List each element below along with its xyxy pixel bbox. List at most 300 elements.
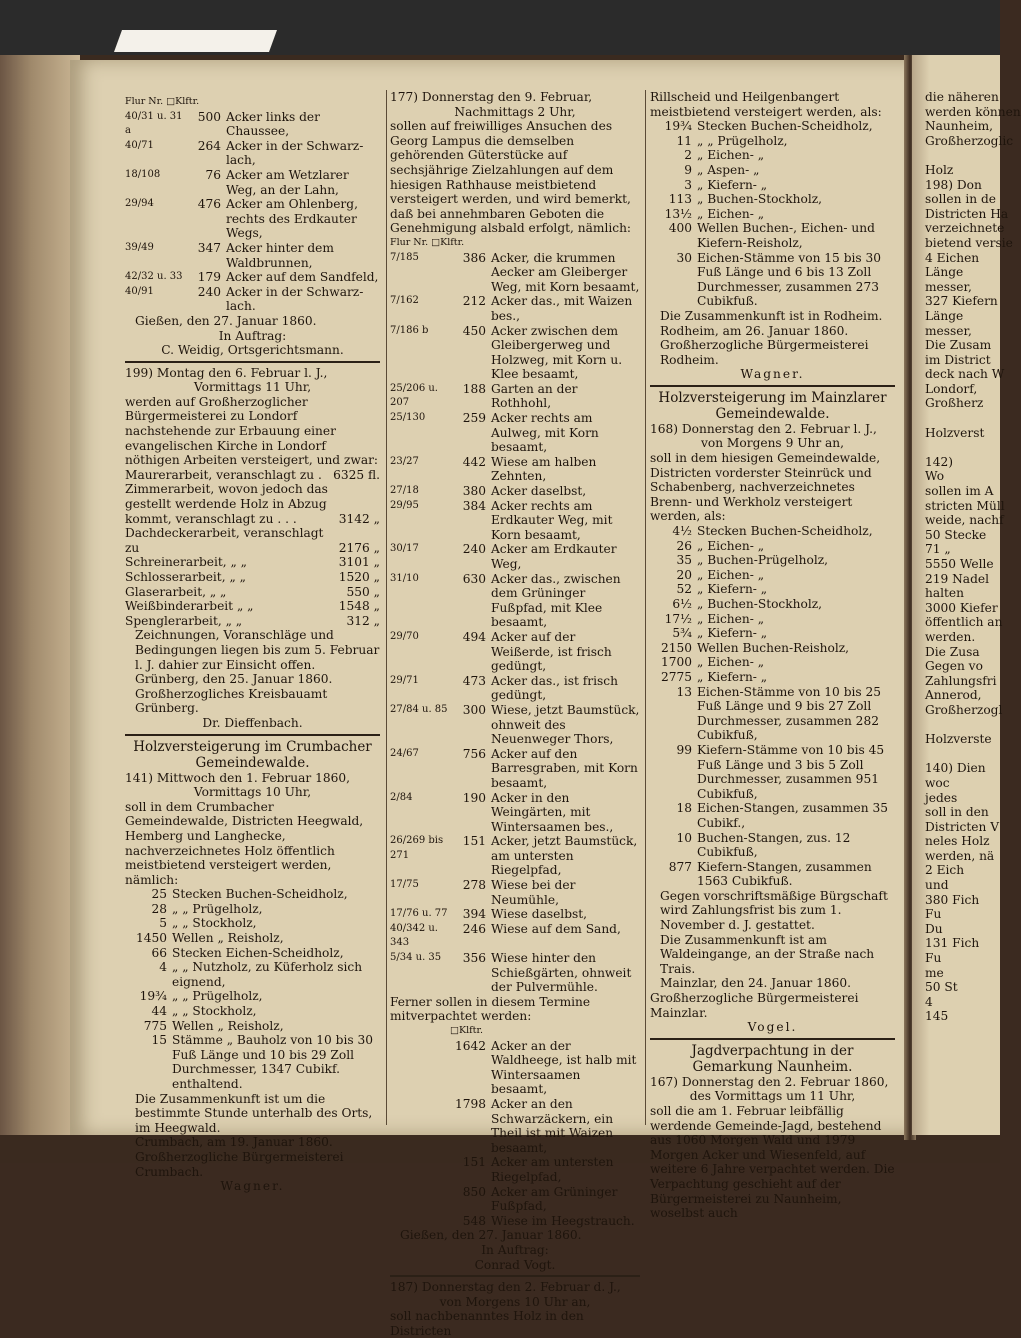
quantity: 548 (462, 1213, 486, 1228)
text-line: sollen in de (925, 192, 996, 207)
item-text: Maurerarbeit, veranschlagt zu . (125, 467, 322, 482)
item-text: Acker, jetzt Baumstück, am untersten Riegelpfad, (491, 834, 638, 878)
quantity: 179 (197, 270, 221, 285)
item-text: „ Kiefern- „ (697, 669, 768, 684)
quantity: 11 (676, 133, 692, 148)
signature: C. Weidig, Ortsgerichtsmann. (161, 343, 344, 358)
quantity: 25 (151, 887, 167, 902)
notice-body: soll die am 1. Februar leibfällig werdende Gemeinde-Jagd, bestehend aus 1060 Morgen Wald und 1979 Morgen Acker und Wiesenfeld, auf weitere 6 Jahre verpachtet werden. Die Verpachtung geschieht auf der Bürgermeisterei zu Naunheim, woselbst auch (650, 1104, 895, 1221)
quantity: 240 (462, 542, 486, 557)
list-item (125, 916, 380, 931)
text-line: 140) Dien (925, 761, 986, 776)
quantity: 10 (676, 830, 692, 845)
item-text: „ „ Stockholz, (172, 1004, 257, 1019)
quantity: 473 (462, 673, 486, 688)
item-text: „ „ Prügelholz, (172, 989, 263, 1004)
notice-body: Zeichnungen, Voranschläge und Bedingungen liegen bis zum 5. Februar l. J. dahier zur Einsicht offen. (135, 628, 380, 672)
list-item (390, 674, 640, 703)
item-text: Acker hinter dem Waldbrunnen, (226, 240, 334, 270)
list-item (650, 148, 895, 163)
notice-heading: 187) Donnerstag den 2. Februar d. J., (390, 1280, 621, 1295)
text-line: verzeichnete (925, 221, 1005, 236)
list-item (390, 1155, 640, 1184)
text-line: 4 (925, 994, 933, 1009)
notice-body: Rillscheid und Heilgenbangert meistbietend versteigert werden, als: (650, 90, 882, 119)
list-item (125, 139, 380, 168)
item-text: Acker in der Schwarz-lach, (226, 138, 364, 168)
list-item (390, 324, 640, 382)
item-text: Wiese auf dem Sand, (491, 921, 621, 936)
text-line: 3000 Kiefer (925, 600, 998, 615)
item-text: Wiese im Heegstrauch. (491, 1213, 635, 1228)
text-line: Districten Ha (925, 206, 1009, 221)
text-line: 4 Eichen (925, 250, 980, 265)
item-text: Acker das., ist frisch gedüngt, (491, 673, 618, 703)
list-item (650, 801, 895, 830)
item-text: Acker am Ohlenberg, rechts des Erdkauter Wegs, (226, 197, 358, 241)
quantity: 384 (462, 498, 486, 513)
list-item (650, 134, 895, 149)
list-item (650, 251, 895, 309)
list-item (390, 294, 640, 323)
paper-strip (114, 30, 277, 52)
column-divider (386, 90, 387, 1125)
list-item (390, 1097, 640, 1155)
item-text: „ Kiefern- „ (697, 177, 768, 192)
text-line: 50 St (925, 980, 958, 995)
text-line (925, 411, 1000, 426)
parcel-number: 2/84 (390, 791, 413, 803)
quantity: 113 (668, 192, 692, 207)
quantity: 240 (197, 284, 221, 299)
item-text: Acker in der Schwarz-lach. (226, 284, 364, 314)
notice-time: des Vormittags um 11 Uhr, (689, 1089, 856, 1104)
signature: Wagner. (740, 367, 805, 382)
parcel-number: 23/27 (390, 455, 419, 467)
text-line: werden, nä (925, 848, 995, 863)
quantity: 212 (462, 294, 486, 309)
text-line: 145 (925, 1009, 949, 1024)
item-text: „ Buchen-Stockholz, (697, 597, 823, 611)
parcel-number: 42/32 u. 33 (125, 271, 183, 283)
text-line: soll in den (925, 805, 989, 820)
date-line: Mainzlar, den 24. Januar 1860. (660, 976, 852, 991)
item-text: Acker am untersten Riegelpfad, (491, 1155, 614, 1184)
list-item (650, 655, 895, 670)
item-text: „ Eichen- „ (697, 206, 765, 221)
list-item (390, 1185, 640, 1214)
list-item (125, 1019, 380, 1034)
parcel-number: 18/108 (125, 168, 161, 180)
list-item (650, 685, 895, 743)
text-line: werden. (925, 629, 976, 644)
list-item (650, 626, 895, 641)
quantity: 259 (462, 411, 486, 426)
list-item (390, 484, 640, 499)
text-line: Länge (925, 308, 964, 323)
quantity: 380 (462, 484, 486, 499)
list-item (125, 110, 380, 139)
item-text: Eichen-Stangen, zusammen 35 Cubikf., (697, 801, 888, 830)
list-item (650, 524, 895, 539)
quantity: 18 (676, 801, 692, 816)
parcel-number: 29/70 (390, 630, 419, 642)
item-text: Acker daselbst, (491, 484, 587, 499)
separator (650, 385, 895, 387)
text-line (925, 440, 1000, 455)
quantity: 76 (205, 167, 221, 182)
quantity: 2 (684, 148, 692, 163)
quantity: 850 (462, 1184, 486, 1199)
quantity: 494 (462, 629, 486, 644)
list-item (650, 597, 895, 612)
text-line: Fu (925, 951, 942, 966)
list-item (650, 831, 895, 860)
list-item (390, 411, 640, 455)
page-stack-edge (0, 55, 80, 1135)
list-item (650, 178, 895, 193)
text-line: neles Holz (925, 834, 990, 849)
item-text: Wiese, jetzt Baumstück, ohnweit des Neuenweger Thors, (491, 702, 640, 747)
list-item (125, 468, 380, 483)
item-text: Kiefern-Stämme von 10 bis 45 Fuß Länge und 3 bis 5 Zoll Durchmesser, zusammen 951 Cubikfuß, (697, 742, 885, 801)
signature: Wagner. (220, 1179, 285, 1194)
list-item (390, 703, 640, 747)
text-line (925, 148, 1000, 163)
list-item (650, 207, 895, 222)
text-line: Großherzogl (925, 702, 1003, 717)
list-item (390, 630, 640, 674)
text-line: Die Zusam (925, 338, 992, 353)
list-item (650, 539, 895, 554)
item-text: „ Eichen- „ (697, 148, 765, 163)
text-line: halten (925, 586, 964, 601)
quantity: 264 (197, 138, 221, 153)
notice-body: soll in dem Crumbacher Gemeindewalde, Districten Heegwald, Hemberg und Langhecke, nachverzeichnetes Holz öffentlich meistbietend versteigert werden, nämlich: (125, 799, 364, 887)
quantity: 300 (462, 702, 486, 717)
item-text: Wellen „ Reisholz, (172, 931, 284, 946)
item-text: Acker am Grüninger Fußpfad, (491, 1184, 618, 1214)
text-line: 198) Don (925, 177, 982, 192)
column-4-cutoff (925, 90, 1021, 1024)
list-item (125, 960, 380, 989)
parcel-number: 40/31 u. 31 a (125, 110, 183, 137)
quantity: 52 (676, 582, 692, 597)
separator (125, 734, 380, 736)
item-text: Glaserarbeit, „ „ (125, 584, 227, 599)
notice-body: soll nachbenanntes Holz in den Districten (390, 1309, 584, 1338)
item-text: Acker auf der Weißerde, ist frisch gedüngt, (491, 629, 612, 674)
list-item (125, 614, 380, 629)
notice-body: soll in dem hiesigen Gemeindewalde, Districten vorderster Steinrück und Schabenberg, nachverzeichnetes Brenn- und Werkholz versteigert werden, als: (650, 451, 881, 524)
wood-list (650, 119, 895, 309)
amount: 2176 „ (338, 540, 380, 555)
item-text: „ Eichen- „ (697, 655, 765, 670)
item-text: Kiefern-Stangen, zusammen 1563 Cubikfuß. (697, 859, 872, 889)
list-item (390, 499, 640, 543)
section-heading: Jagdverpachtung in der Gemarkung Naunheim. (691, 1042, 854, 1075)
item-text: Eichen-Stämme von 15 bis 30 Fuß Länge und 6 bis 13 Zoll Durchmesser, zusammen 273 Cubikfuß. (697, 250, 882, 309)
text-line: Gegen vo (925, 659, 983, 674)
item-text: Stecken Buchen-Scheidholz, (697, 119, 873, 134)
quantity: 877 (668, 859, 692, 874)
text-line: messer, (925, 323, 972, 338)
quantity: 66 (151, 945, 167, 960)
notice-body: werden auf Großherzoglicher Bürgermeisterei zu Londorf nachstehende zur Erbauung einer evangelischen Kirche in Londorf nöthigen Arbeiten versteigert, und zwar: (125, 394, 379, 468)
column-divider (645, 90, 646, 1125)
list-item (125, 902, 380, 917)
notice-time: Nachmittags 2 Uhr, (454, 104, 576, 119)
quantity: 4 (159, 960, 167, 975)
amount: 1548 „ (338, 599, 380, 614)
item-text: „ „ Stockholz, (172, 916, 257, 931)
item-text: „ „ Nutzholz, zu Küferholz sich eignend, (172, 960, 363, 989)
list-item (125, 270, 380, 285)
office-line: Großherzogliche Bürgermeisterei Crumbach. (135, 1149, 344, 1179)
lease-list (390, 1039, 640, 1229)
notice-heading: 167) Donnerstag den 2. Februar 1860, (650, 1074, 889, 1089)
quantity: 450 (462, 323, 486, 338)
parcel-number: 29/71 (390, 674, 419, 686)
text-line: bietend versie (925, 235, 1013, 250)
text-line: Wo (925, 469, 945, 484)
table-header: Flur Nr. □Klftr. (390, 236, 465, 248)
parcel-number: 17/76 u. 77 (390, 908, 448, 920)
plot-list (125, 110, 380, 314)
parcel-number: 7/162 (390, 295, 419, 307)
text-line: die näheren (925, 90, 999, 104)
list-item (650, 163, 895, 178)
list-item (650, 582, 895, 597)
item-text: „ Aspen- „ (697, 162, 760, 177)
quantity: 2775 (660, 669, 692, 684)
text-line: Holzverst (925, 425, 985, 440)
text-line: Zahlungsfri (925, 673, 997, 688)
item-text: „ „ Prügelholz, (172, 901, 263, 916)
date-line: Gießen, den 27. Januar 1860. (400, 1228, 582, 1243)
text-line: 142) (925, 454, 954, 469)
text-line: 327 Kiefern (925, 294, 998, 309)
parcel-number: 40/342 u. 343 (390, 922, 438, 949)
item-text: Wiese am halben Zehnten, (491, 454, 597, 484)
list-item (650, 641, 895, 656)
parcel-number: 29/94 (125, 198, 154, 210)
text-line: 2 Eich (925, 863, 965, 878)
text-line: Naunheim, (925, 119, 994, 134)
list-item (125, 285, 380, 314)
quantity: 246 (462, 921, 486, 936)
separator (650, 1038, 895, 1040)
quantity: 19¾ (664, 119, 692, 134)
list-item (650, 670, 895, 685)
item-text: Acker in den Weingärten, mit Wintersaamen bes., (491, 790, 614, 834)
list-item (125, 555, 380, 570)
quantity: 756 (462, 746, 486, 761)
quantity: 35 (676, 553, 692, 568)
plot-list (390, 251, 640, 995)
quantity: 188 (462, 381, 486, 396)
notice-heading: 168) Donnerstag den 2. Februar l. J., (650, 421, 877, 436)
quantity: 28 (151, 901, 167, 916)
signature: Vogel. (747, 1020, 798, 1035)
date-line: Gießen, den 27. Januar 1860. (135, 313, 317, 328)
parcel-number: 26/269 bis 271 (390, 835, 444, 861)
list-item (125, 599, 380, 614)
item-text: Acker auf den Barresgraben, mit Korn besaamt, (491, 746, 638, 790)
item-text: „ Kiefern- „ (697, 626, 768, 641)
wood-list (650, 524, 895, 889)
item-text: Dachdeckerarbeit, veranschlagt zu (125, 526, 324, 555)
item-text: Stecken Eichen-Scheidholz, (172, 945, 344, 960)
item-text: Acker am Erdkauter Weg, (491, 542, 617, 571)
list-item (390, 1214, 640, 1229)
item-text: Acker auf dem Sandfeld, (226, 270, 379, 285)
amount: 6325 fl. (333, 467, 380, 482)
list-item (390, 951, 640, 995)
list-item (390, 1039, 640, 1097)
amount: 1520 „ (338, 570, 380, 584)
item-text: Acker, die krummen Aecker am Gleiberger Weg, mit Korn besaamt, (491, 250, 640, 294)
parcel-number: 40/91 (125, 285, 154, 297)
section-heading: Holzversteigerung im Mainzlarer Gemeindewalde. (658, 389, 887, 422)
list-item (125, 887, 380, 902)
item-text: Wellen Buchen-, Eichen- und Kiefern-Reisholz, (697, 221, 875, 250)
quantity: 19¾ (139, 989, 167, 1004)
quantity: 190 (462, 790, 486, 805)
list-item (125, 1033, 380, 1091)
notice-body: Die Zusammenkunft ist um die bestimmte Stunde unterhalb des Orts, im Heegwald. (135, 1091, 373, 1135)
item-text: „ Buchen-Prügelholz, (697, 553, 829, 568)
parcel-number: 29/95 (390, 499, 419, 511)
item-text: Wellen „ Reisholz, (172, 1018, 284, 1033)
quantity: 15 (151, 1033, 167, 1048)
wood-list (125, 887, 380, 1091)
list-item (390, 542, 640, 571)
text-line: Holz (925, 162, 954, 177)
item-text: Acker rechts am Erdkauter Weg, mit Korn besaamt, (491, 498, 613, 542)
office-line: Großherzogliches Kreisbauamt Grünberg. (135, 686, 328, 716)
parcel-number: 30/17 (390, 543, 419, 555)
quantity: 1450 (135, 931, 167, 946)
list-item (390, 922, 640, 951)
text-line: 131 Fich (925, 936, 980, 951)
list-item (650, 553, 895, 568)
item-text: „ Kiefern- „ (697, 582, 768, 597)
text-line: Länge (925, 265, 964, 280)
list-item (390, 834, 640, 878)
parcel-number: 7/185 (390, 251, 419, 263)
parcel-number: 40/71 (125, 139, 154, 151)
column-3 (650, 90, 895, 1221)
notice-body: Gegen vorschriftsmäßige Bürgschaft wird Zahlungsfrist bis zum 1. November d. J. gestattet. (660, 888, 888, 933)
column-2 (390, 90, 640, 1338)
meeting-line: Die Zusammenkunft ist in Rodheim. (660, 308, 883, 323)
item-text: Acker am Wetzlarer Weg, an der Lahn, (226, 167, 349, 197)
text-line: stricten Müll (925, 498, 1005, 513)
text-line: 50 Stecke (925, 527, 987, 542)
item-text: Acker zwischen dem Gleibergerweg und Holzweg, mit Korn u. Klee besaamt, (491, 323, 623, 382)
text-line: woc (925, 775, 950, 790)
item-text: Wiese bei der Neumühle, (491, 878, 576, 907)
item-text: Stecken Buchen-Scheidholz, (697, 524, 873, 539)
list-item (125, 1004, 380, 1019)
amount: 3142 „ (338, 511, 380, 526)
item-text: „ Eichen- „ (697, 538, 765, 553)
parcel-number: 27/18 (390, 485, 419, 497)
notice-heading: 199) Montag den 6. Februar l. J., (125, 365, 328, 380)
parcel-number: 17/75 (390, 879, 419, 891)
list-item (125, 526, 380, 555)
quantity: 151 (462, 834, 486, 849)
text-line: 380 Fich (925, 892, 980, 907)
list-item (125, 241, 380, 270)
text-line: messer, (925, 279, 972, 294)
on-behalf-line: In Auftrag: (481, 1242, 549, 1257)
item-text: Schlosserarbeit, „ „ (125, 570, 246, 584)
quantity: 775 (143, 1018, 167, 1033)
text-line: sollen im A (925, 484, 994, 499)
list-item (390, 251, 640, 295)
quantity: 6½ (672, 597, 692, 611)
amount: 312 „ (346, 613, 380, 628)
signature: Dr. Dieffenbach. (202, 715, 303, 730)
item-text: „ „ Prügelholz, (697, 133, 788, 148)
notice-time: von Morgens 10 Uhr an, (439, 1294, 591, 1309)
list-item (125, 989, 380, 1004)
quantity: 476 (197, 197, 221, 212)
amount: 3101 „ (338, 555, 380, 570)
list-item (390, 382, 640, 411)
office-line: Großherzogliche Bürgermeisterei Mainzlar. (650, 991, 859, 1020)
text-line: me (925, 965, 944, 980)
list-item (125, 168, 380, 197)
list-item (390, 907, 640, 922)
quantity: 20 (676, 567, 692, 582)
parcel-number: 24/67 (390, 747, 419, 759)
item-text: Schreinerarbeit, „ „ (125, 555, 247, 570)
parcel-number: 39/49 (125, 241, 154, 253)
text-line: Annerod, (925, 688, 982, 703)
notice-body: Ferner sollen in diesem Termine mitverpachtet werden: (390, 994, 591, 1024)
quantity: 13½ (664, 206, 692, 221)
quantity: 4½ (672, 524, 692, 539)
quantity: 386 (462, 250, 486, 265)
list-item (390, 791, 640, 835)
meeting-line: Die Zusammenkunft ist am Waldeingange, an der Straße nach Trais. (660, 932, 875, 976)
separator (125, 361, 380, 363)
item-text: „ Eichen- „ (697, 611, 765, 626)
list-item (125, 946, 380, 961)
text-line: Großherzoglic (925, 133, 1014, 148)
text-line: deck nach W (925, 367, 1005, 382)
signature: Conrad Vogt. (474, 1257, 556, 1272)
item-text: Acker das., mit Waizen bes., (491, 294, 633, 323)
text-line: werden können (925, 104, 1021, 119)
text-line: jedes (925, 790, 958, 805)
list-item (650, 221, 895, 250)
quantity: 442 (462, 454, 486, 469)
section-heading: Holzversteigerung im Crumbacher Gemeindewalde. (133, 738, 372, 771)
notice-heading: 177) Donnerstag den 9. Februar, (390, 90, 593, 104)
quantity: 3 (684, 177, 692, 192)
item-text: Eichen-Stämme von 10 bis 25 Fuß Länge und 9 bis 27 Zoll Durchmesser, zusammen 282 Cubikfuß, (697, 684, 882, 743)
parcel-number: 25/206 u. 207 (390, 382, 438, 409)
list-item (650, 860, 895, 889)
item-text: Buchen-Stangen, zus. 12 Cubikfuß, (697, 830, 851, 860)
quantity: 347 (197, 240, 221, 255)
item-text: „ Buchen-Stockholz, (697, 192, 823, 207)
item-text: Wellen Buchen-Reisholz, (697, 640, 850, 655)
